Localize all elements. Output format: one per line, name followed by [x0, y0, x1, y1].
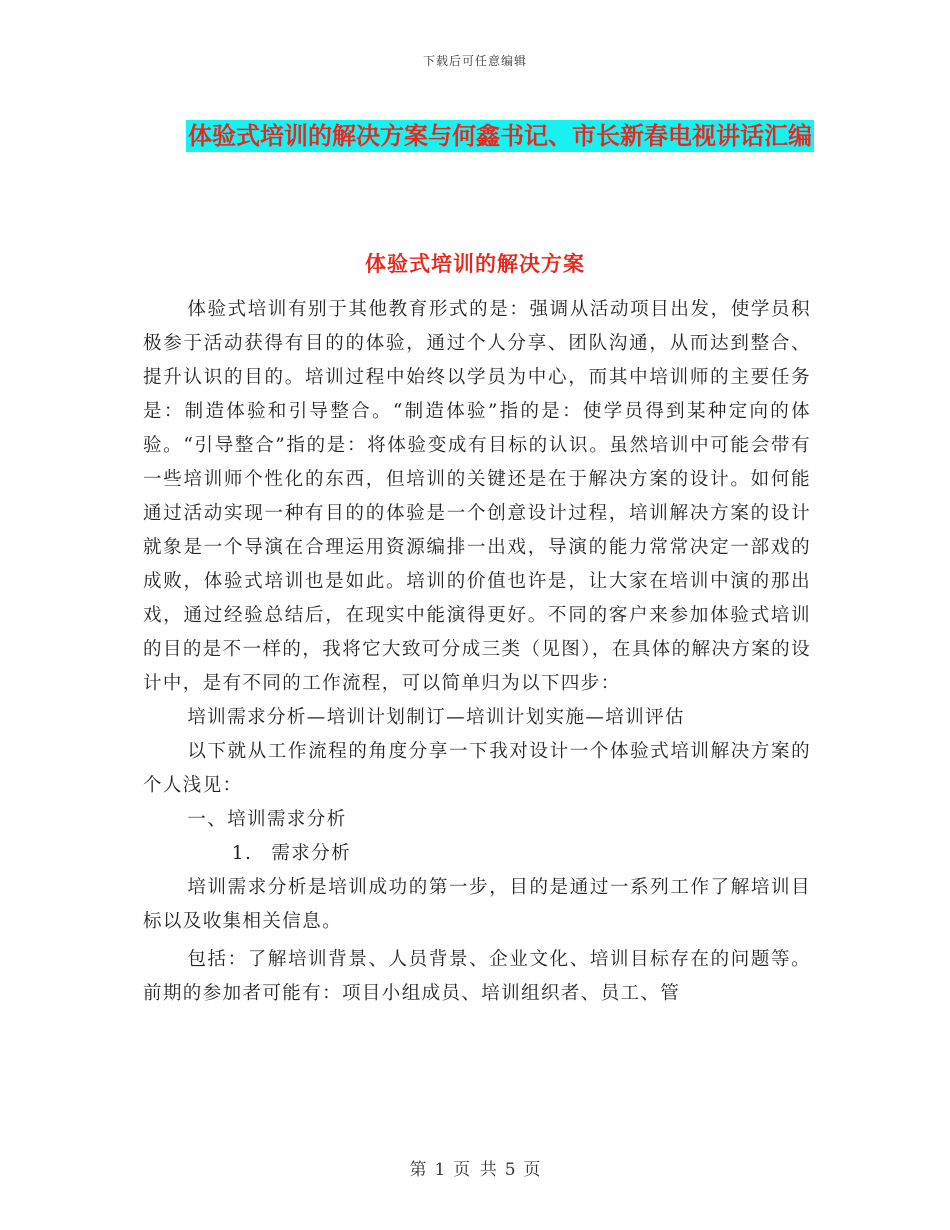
page-footer	[0, 1155, 950, 1180]
numbered-item-text: 需求分析	[271, 843, 351, 864]
paragraph: 培训需求分析是培训成功的第一步，目的是通过一系列工作了解培训目标以及收集相关信息。	[143, 877, 811, 932]
paragraph: 包括：了解培训背景、人员背景、企业文化、培训目标存在的问题等。前期的参加者可能有：项目小组成员、培训组织者、员工、管	[143, 949, 811, 1004]
paragraph: 培训需求分析—培训计划制订—培训计划实施—培训评估	[187, 707, 685, 728]
footer-page-number: 1	[434, 1160, 446, 1180]
paragraph: 体验式培训有别于其他教育形式的是：强调从活动项目出发，使学员积极参于活动获得有目的的体验，通过个人分享、团队沟通，从而达到整合、提升认识的目的。培训过程中始终以学员为中心，而其中培训师的主要任务是：制造体验和引导整合。“制造体验”指的是：使学员得到某种定向的体验。“引导整合”指的是：将体验变成有目标的认识。虽然培训中可能会带有一些培训师个性化的东西，但培训的关键还是在于解决方案的设计。如何能通过活动实现一种有目的的体验是一个创意设计过程，培训解决方案的设计就象是一个导演在合理运用资源编排一出戏，导演的能力常常决定一部戏的成败，体验式培训也是如此。培训的价值也许是，让大家在培训中演的那出戏，通过经验总结后，在现实中能演得更好。不同的客户来参加体验式培训的目的是不一样的，我将它大致可分成三类（见图），在具体的解决方案的设计中，是有不同的工作流程，可以简单归为以下四步：	[143, 299, 811, 694]
paragraph: 以下就从工作流程的角度分享一下我对设计一个体验式培训解决方案的个人浅见：	[143, 741, 811, 796]
footer-prefix: 第	[409, 1160, 427, 1180]
document-body	[143, 293, 811, 1011]
numbered-item-number: 1.	[231, 843, 253, 864]
footer-suffix: 页	[523, 1160, 541, 1180]
footer-middle: 页 共	[453, 1160, 497, 1180]
numbered-item	[143, 837, 811, 871]
paragraph: 一、培训需求分析	[187, 809, 347, 830]
header-note: 下载后可任意编辑	[422, 54, 527, 68]
document-title	[180, 112, 820, 160]
document-title-text: 体验式培训的解决方案与何鑫书记、市长新春电视讲话汇编	[188, 122, 812, 150]
footer-total-pages: 5	[504, 1160, 516, 1180]
section-title: 体验式培训的解决方案	[365, 252, 585, 276]
